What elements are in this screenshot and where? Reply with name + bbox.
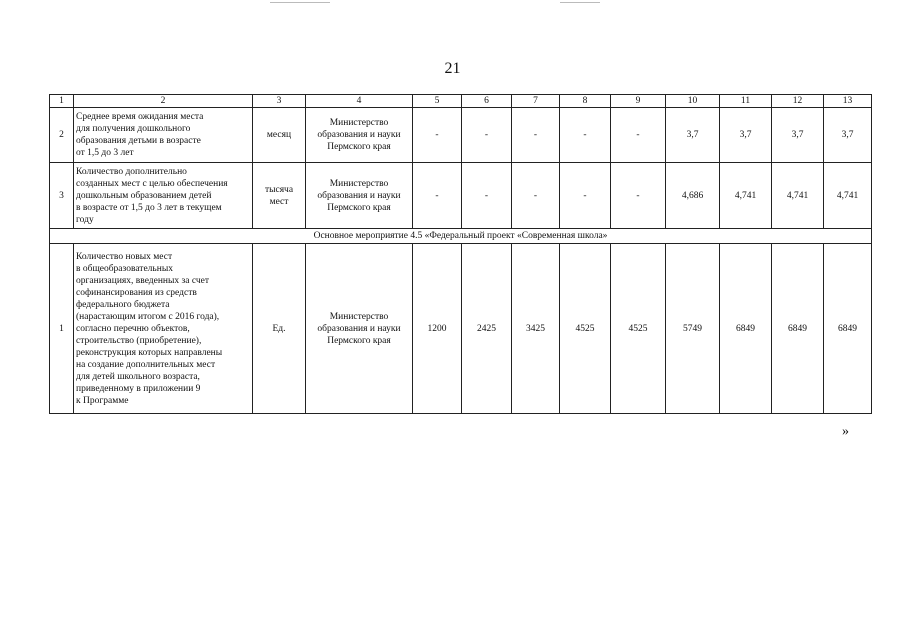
value-cell: 4,741 <box>720 163 772 229</box>
column-header: 9 <box>611 95 666 108</box>
value-cell: 4525 <box>560 244 611 414</box>
indicator-name-line: приведенному в приложении 9 <box>76 383 201 394</box>
scan-artifact-line <box>270 2 330 3</box>
table-row <box>50 108 872 163</box>
indicator-name-line: созданных мест с целью обеспечения <box>76 178 228 189</box>
value-cell: - <box>462 163 512 229</box>
column-header: 4 <box>306 95 413 108</box>
value-cell: 4525 <box>611 244 666 414</box>
responsible-line: Министерство <box>329 178 389 189</box>
indicator-name-line: на создание дополнительных мест <box>76 359 216 370</box>
indicator-name-line: образования детьми в возрасте <box>76 136 201 146</box>
indicator-name <box>74 108 253 163</box>
value-cell: - <box>560 108 611 163</box>
value-cell: 4,741 <box>824 163 872 229</box>
value-cell: - <box>462 108 512 163</box>
value-cell: 3,7 <box>720 108 772 163</box>
row-number: 1 <box>50 244 74 414</box>
value-cell: - <box>512 163 560 229</box>
column-header: 2 <box>74 95 253 108</box>
column-header: 6 <box>462 95 512 108</box>
value-cell: 4,686 <box>666 163 720 229</box>
value-cell: 4,741 <box>772 163 824 229</box>
table-row <box>50 244 872 414</box>
closing-quote-mark: » <box>842 424 849 439</box>
value-cell: 5749 <box>666 244 720 414</box>
table-header-row <box>50 95 872 108</box>
value-cell: - <box>611 163 666 229</box>
value-cell: 2425 <box>462 244 512 414</box>
indicator-name-line: строительство (приобретение), <box>76 335 202 346</box>
unit-cell <box>253 108 306 163</box>
section-row <box>50 229 872 244</box>
column-header: 11 <box>720 95 772 108</box>
indicator-name <box>74 244 253 414</box>
column-header: 13 <box>824 95 872 108</box>
unit-line: месяц <box>266 130 292 140</box>
indicator-name-line: согласно перечню объектов, <box>76 323 190 334</box>
column-header: 12 <box>772 95 824 108</box>
indicator-name-line: (нарастающим итогом с 2016 года), <box>76 311 220 322</box>
unit-line: тысяча <box>264 184 294 195</box>
value-cell: - <box>413 163 462 229</box>
value-cell: 6849 <box>720 244 772 414</box>
section-title: Основное мероприятие 4.5 «Федеральный проект «Современная школа» <box>50 229 872 244</box>
unit-line: Ед. <box>272 323 286 334</box>
column-header: 8 <box>560 95 611 108</box>
value-cell: - <box>413 108 462 163</box>
table-row <box>50 163 872 229</box>
indicator-name-line: в возрасте от 1,5 до 3 лет в текущем <box>76 202 222 213</box>
responsible-cell <box>306 163 413 229</box>
responsible-line: Пермского края <box>327 202 391 213</box>
value-cell: - <box>560 163 611 229</box>
unit-cell <box>253 163 306 229</box>
column-header: 3 <box>253 95 306 108</box>
responsible-line: Министерство <box>329 118 389 128</box>
value-cell: 3,7 <box>824 108 872 163</box>
indicator-name <box>74 163 253 229</box>
responsible-cell <box>306 244 413 414</box>
indicator-name-line: дошкольным образованием детей <box>76 190 212 201</box>
indicator-name-line: Количество новых мест <box>76 251 173 262</box>
column-header: 7 <box>512 95 560 108</box>
indicator-name-line: для детей школьного возраста, <box>76 371 200 382</box>
value-cell: 6849 <box>772 244 824 414</box>
page-number: 21 <box>444 60 461 77</box>
column-header: 10 <box>666 95 720 108</box>
value-cell: 3,7 <box>772 108 824 163</box>
responsible-line: Пермского края <box>327 335 391 346</box>
indicator-name-line: в общеобразовательных <box>76 263 173 274</box>
indicator-name-line: организациях, введенных за счет <box>76 275 210 286</box>
indicator-name-line: к Программе <box>76 395 129 406</box>
indicator-name-line: федерального бюджета <box>76 299 170 310</box>
responsible-line: Пермского края <box>327 142 391 152</box>
column-header: 5 <box>413 95 462 108</box>
responsible-line: образования и науки <box>317 190 401 201</box>
value-cell: 3,7 <box>666 108 720 163</box>
responsible-cell <box>306 108 413 163</box>
indicators-table <box>49 94 872 414</box>
indicator-name-line: софинансирования из средств <box>76 287 197 298</box>
indicator-name-line: году <box>76 214 94 225</box>
scan-artifact-line <box>560 2 600 3</box>
indicator-name-line: от 1,5 до 3 лет <box>76 148 134 158</box>
value-cell: 1200 <box>413 244 462 414</box>
indicator-name-line: Количество дополнительно <box>76 166 187 177</box>
indicator-name-line: реконструкция которых направлены <box>76 347 223 358</box>
value-cell: 3425 <box>512 244 560 414</box>
row-number: 3 <box>50 163 74 229</box>
responsible-line: Министерство <box>329 311 389 322</box>
column-header: 1 <box>50 95 74 108</box>
indicator-name-line: Среднее время ожидания места <box>76 112 204 122</box>
value-cell: - <box>611 108 666 163</box>
value-cell: 6849 <box>824 244 872 414</box>
unit-cell <box>253 244 306 414</box>
responsible-line: образования и науки <box>317 323 401 334</box>
row-number: 2 <box>50 108 74 163</box>
unit-line: мест <box>269 196 289 207</box>
indicator-name-line: для получения дошкольного <box>76 124 191 134</box>
value-cell: - <box>512 108 560 163</box>
responsible-line: образования и науки <box>317 130 401 140</box>
